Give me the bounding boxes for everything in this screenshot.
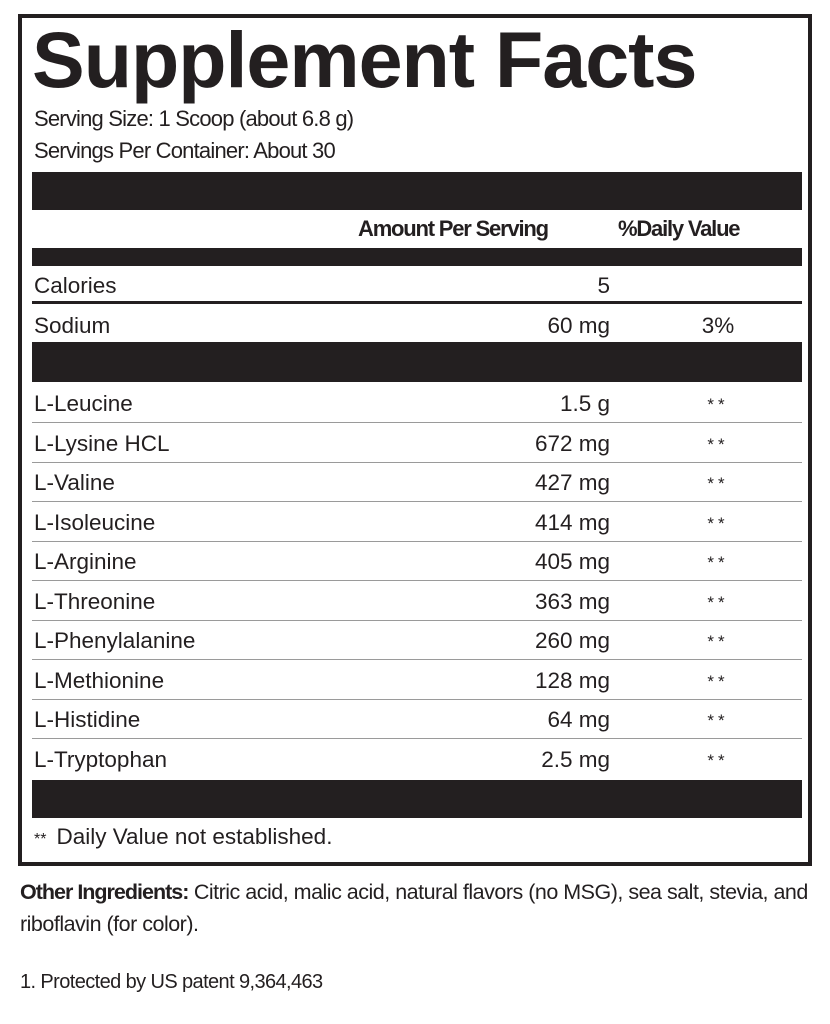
divider-bar [32,172,802,210]
nutrient-row [32,306,802,344]
ingredient-amount: 2.5 mg [541,746,610,772]
other-ingredients-text: Citric acid, malic acid, natural flavors (no MSG), sea salt, stevia, and riboflavin (for color). [20,880,808,936]
ingredient-dv: ** [707,395,729,414]
divider-bar [32,248,802,266]
ingredient-dv: ** [707,434,729,454]
ingredient-name: L-Valine [34,470,115,495]
ingredient-name: L-Phenylalanine [34,628,196,653]
ingredient-name: L-Isoleucine [34,509,156,535]
ingredient-dv: ** [707,592,729,612]
nutrient-amount: 5 [597,273,610,298]
ingredient-row [32,542,802,581]
ingredient-amount: 363 mg [534,588,610,614]
footnote-stars: ** [34,831,47,848]
other-ingredients-label: Other Ingredients: [20,880,189,904]
ingredient-dv: ** [707,632,729,651]
ingredient-name: L-Lysine HCL [34,430,170,456]
ingredient-dv: ** [707,513,729,533]
ingredient-amount: 427 mg [534,470,610,495]
other-ingredients [20,876,820,940]
ingredient-row [32,384,802,423]
ingredient-amount: 405 mg [534,549,610,574]
nutrient-name: Calories [34,273,117,298]
dv-header: %Daily Value [618,216,740,241]
servings-per-container: Servings Per Container: About 30 [34,138,335,163]
ingredient-dv: ** [707,671,729,691]
ingredient-name: L-Threonine [34,588,156,614]
ingredient-amount: 414 mg [534,509,610,535]
ingredient-amount: 1.5 g [559,391,610,416]
ingredient-dv: ** [707,474,729,493]
supplement-facts-panel [18,14,812,866]
nutrient-row [32,266,802,304]
nutrient-name: Sodium [34,313,111,338]
ingredient-row [32,424,802,463]
ingredient-name: L-Arginine [34,549,137,574]
divider-bar [32,342,802,382]
panel-title: Supplement Facts [32,15,697,104]
ingredient-dv: ** [707,711,729,730]
ingredient-dv: ** [707,750,729,770]
divider-bar [32,780,802,818]
ingredient-name: L-Methionine [34,667,165,693]
footnote-text: Daily Value not established. [56,824,333,849]
nutrient-amount: 60 mg [547,313,610,338]
ingredient-row [32,503,802,542]
ingredient-dv: ** [707,553,729,572]
ingredient-row [32,463,802,502]
ingredient-row [32,740,802,778]
patent-note: 1. Protected by US patent 9,364,463 [20,971,323,993]
ingredient-name: L-Tryptophan [34,746,167,772]
ingredient-row [32,582,802,621]
ingredient-amount: 128 mg [534,667,610,693]
ingredient-row [32,621,802,660]
ingredient-name: L-Histidine [34,707,141,732]
amount-header: Amount Per Serving [358,216,548,241]
nutrient-dv: 3% [701,313,735,338]
ingredient-row [32,661,802,700]
serving-size: Serving Size: 1 Scoop (about 6.8 g) [34,106,354,131]
ingredient-name: L-Leucine [34,391,133,416]
ingredient-amount: 64 mg [547,707,610,732]
ingredient-amount: 260 mg [534,628,610,653]
ingredient-row [32,700,802,739]
footnote [34,824,332,850]
ingredient-amount: 672 mg [534,430,610,456]
